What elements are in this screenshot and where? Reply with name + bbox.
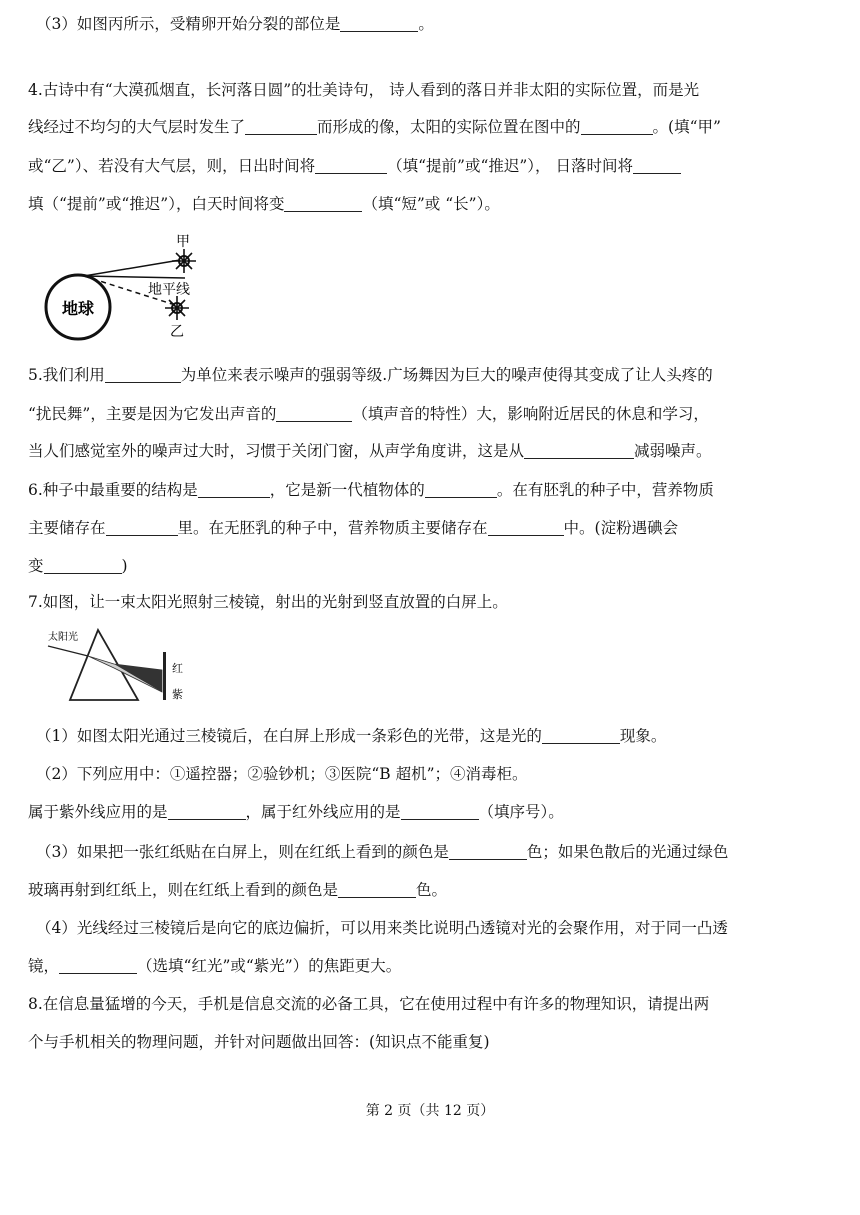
answer-blank[interactable] (340, 15, 418, 32)
answer-blank[interactable] (488, 519, 564, 536)
q5-line-1: 5.我们利用 为单位来表示噪声的强弱等级.广场舞因为巨大的噪声使得其变成了让人头疼的 (28, 366, 713, 384)
answer-blank[interactable] (168, 803, 246, 820)
prism-figure (46, 626, 196, 706)
yi-label: 乙 (170, 324, 184, 340)
answer-blank[interactable] (105, 366, 181, 383)
answer-blank[interactable] (524, 442, 634, 459)
q4-line-4: 填（“提前”或“推迟”），白天时间将变 （填“短”或 “长”）。 (28, 195, 500, 213)
q6-line-3: 变 ) (28, 557, 128, 575)
answer-blank[interactable] (59, 957, 137, 974)
q5-line-2: “扰民舞”，主要是因为它发出声音的 （填声音的特性）大，影响附近居民的休息和学习， (28, 405, 709, 423)
q7-2: （2）下列应用中：①遥控器；②验钞机；③医院“B 超机”；④消毒柜。 (36, 765, 528, 783)
q8-line-1: 8.在信息量猛增的今天，手机是信息交流的必备工具，它在使用过程中有许多的物理知识，请提出两 (28, 995, 710, 1013)
answer-blank[interactable] (44, 557, 122, 574)
sun-yi-icon (165, 296, 189, 320)
q6-line-1: 6.种子中最重要的结构是 ，它是新一代植物体的 。在有胚乳的种子中，营养物质 (28, 481, 714, 499)
ray-to-jia (84, 260, 180, 276)
answer-blank[interactable] (425, 481, 497, 498)
q7-4b: 镜， （选填“红光”或“紫光”）的焦距更大。 (28, 957, 402, 975)
answer-blank[interactable] (633, 157, 681, 174)
answer-blank[interactable] (315, 157, 387, 174)
page-footer: 第 2 页（共 12 页） (365, 1103, 495, 1119)
answer-blank[interactable] (284, 195, 362, 212)
earth-horizon-figure (40, 232, 220, 352)
q4-line-3: 或“乙”）、若没有大气层，则，日出时间将 （填“提前”或“推迟”）， 日落时间将 (28, 156, 681, 176)
q7-4: （4）光线经过三棱镜后是向它的底边偏折，可以用来类比说明凸透镜对光的会聚作用，对于同一凸透 (36, 919, 728, 937)
q7-3: （3）如果把一张红纸贴在白屏上，则在红纸上看到的颜色是 色；如果色散后的光通过绿色 (36, 843, 729, 861)
sun-jia-icon (172, 249, 196, 273)
answer-blank[interactable] (401, 803, 479, 820)
q7-intro: 7.如图，让一束太阳光照射三棱镜，射出的光射到竖直放置的白屏上。 (28, 593, 508, 611)
red-label: 红 (172, 662, 183, 675)
incident-ray (48, 646, 88, 656)
q4-line-2: 线经过不均匀的大气层时发生了 而形成的像，太阳的实际位置在图中的 。(填“甲” (28, 118, 721, 136)
answer-blank[interactable] (542, 727, 620, 744)
q6-line-2: 主要储存在 里。在无胚乳的种子中，营养物质主要储存在 中。(淀粉遇碘会 (28, 519, 679, 537)
prism (70, 630, 138, 700)
answer-blank[interactable] (106, 519, 178, 536)
answer-blank[interactable] (276, 405, 352, 422)
q8-line-2: 个与手机相关的物理问题，并针对问题做出回答：(知识点不能重复) (28, 1033, 490, 1051)
horizon-label: 地平线 (148, 282, 190, 298)
answer-blank[interactable] (449, 843, 527, 860)
q7-1: （1）如图太阳光通过三棱镜后，在白屏上形成一条彩色的光带，这是光的 现象。 (36, 727, 667, 745)
q4-line-1: 4.古诗中有“大漠孤烟直，长河落日圆”的壮美诗句， 诗人看到的落日并非太阳的实际位置，而是光 (28, 81, 700, 99)
q5-line-3: 当人们感觉室外的噪声过大时，习惯于关闭门窗，从声学角度讲，这是从 减弱噪声。 (28, 442, 712, 460)
answer-blank[interactable] (198, 481, 270, 498)
answer-blank[interactable] (338, 881, 416, 898)
violet-label: 紫 (172, 688, 183, 701)
answer-blank[interactable] (245, 118, 317, 135)
earth-label: 地球 (61, 299, 95, 318)
q7-3b: 玻璃再射到红纸上，则在红纸上看到的颜色是 色。 (28, 881, 448, 899)
answer-blank[interactable] (581, 118, 653, 135)
q7-2b: 属于紫外线应用的是 ，属于红外线应用的是 （填序号）。 (28, 803, 564, 821)
horizon-line (84, 276, 185, 278)
q3-3-line: （3）如图丙所示，受精卵开始分裂的部位是 。 (36, 15, 434, 33)
sunlight-label: 太阳光 (48, 632, 78, 643)
white-screen (163, 652, 166, 700)
jia-label: 甲 (176, 234, 190, 250)
